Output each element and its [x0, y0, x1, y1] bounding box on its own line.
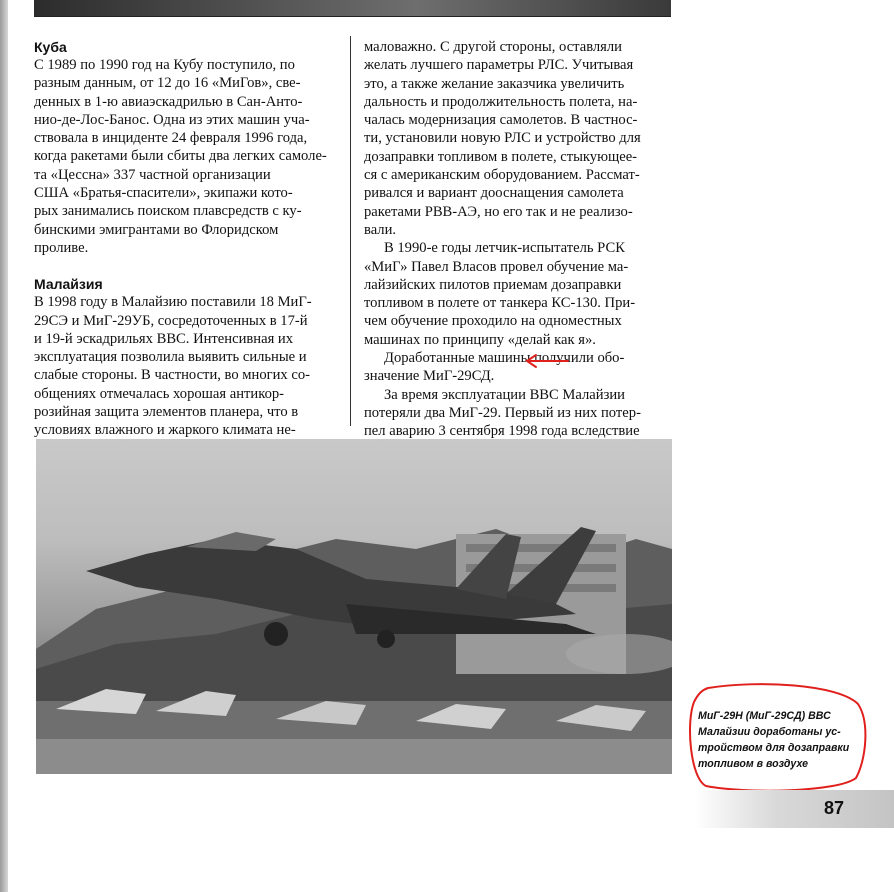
mig29-photo	[36, 439, 672, 774]
text-line: ся с американским оборудованием. Рассмат-	[364, 167, 640, 184]
text-line: значение МиГ-29СД.	[364, 368, 495, 385]
text-line: бинскими эмигрантами во Флоридском	[34, 221, 279, 238]
text-line: это, а также желание заказчика увеличить	[364, 75, 625, 92]
page-edge-shadow	[0, 0, 8, 892]
text-line: дальность и продолжительность полета, на-	[364, 93, 638, 110]
caption-line: МиГ-29Н (МиГ-29СД) ВВС	[698, 710, 831, 722]
caption-annotation	[688, 682, 868, 794]
caption-line: Малайзии доработаны ус-	[698, 726, 841, 738]
text-line: вали.	[364, 221, 397, 238]
text-line: слабые стороны. В частности, во многих со-	[34, 367, 310, 384]
cuba-paragraph	[34, 56, 341, 257]
text-line: «МиГ» Павел Власов провел обучение ма-	[364, 258, 629, 275]
caption-line: тройством для дозаправки	[698, 742, 850, 754]
text-line: чалась модернизация самолетов. В частнос-	[364, 112, 638, 129]
malaysia-paragraph	[34, 293, 341, 439]
column-divider	[350, 36, 351, 426]
text-line: машинах по принципу «делай как я».	[364, 331, 596, 348]
text-line: маловажно. С другой стороны, оставляли	[364, 39, 622, 55]
malaysia-heading: Малайзия	[34, 276, 103, 293]
text-line: топливом в полете от танкера КС-130. При-	[364, 295, 636, 312]
text-line: когда ракетами были сбиты два легких самоле-	[34, 148, 327, 165]
page-number-tab	[695, 790, 894, 828]
cuba-heading: Куба	[34, 39, 67, 55]
text-line: рых занимались поиском плавсредств с ку-	[34, 203, 302, 220]
text-line: В 1998 году в Малайзию поставили 18 МиГ-	[34, 294, 312, 311]
caption-line: топливом в воздухе	[698, 758, 808, 770]
right-column	[364, 38, 671, 441]
text-line: денных в 1-ю авиаэскадрилью в Сан-Анто-	[34, 93, 303, 110]
text-line: 29СЭ и МиГ-29УБ, сосредоточенных в 17-й	[34, 312, 308, 329]
page-number: 87	[824, 798, 845, 818]
left-column	[34, 38, 341, 440]
paragraph-radar	[364, 38, 671, 239]
text-line: ракетами РВВ-АЭ, но его так и не реализо-	[364, 203, 633, 220]
red-arrow-annotation	[524, 353, 570, 369]
text-line: За время эксплуатации ВВС Малайзии	[384, 386, 625, 403]
text-line: условиях влажного и жаркого климата не-	[34, 422, 296, 439]
text-line: Доработанные машины получили обо-	[384, 350, 625, 367]
photo-caption	[698, 708, 863, 772]
text-line: нио-де-Лос-Банос. Одна из этих машин уча-	[34, 111, 310, 128]
text-line: ти, установили новую РЛС и устройство для	[364, 130, 641, 147]
text-line: желать лучшего параметры РЛС. Учитывая	[364, 57, 634, 74]
text-line: общениях отмечалась хорошая антикор-	[34, 385, 285, 402]
paragraph-training	[364, 239, 671, 349]
text-line: та «Цессна» 337 частной организации	[34, 166, 271, 183]
text-line: США «Братья-спасители», экипажи кото-	[34, 185, 293, 202]
previous-photo-strip	[34, 0, 671, 17]
text-line: чем обучение проходило на одноместных	[364, 313, 622, 330]
text-line: лайзийских пилотов приемам дозаправки	[364, 276, 622, 293]
text-line: ривался и вариант дооснащения самолета	[364, 185, 624, 202]
text-line: проливе.	[34, 239, 89, 256]
text-line: пел аварию 3 сентября 1998 года вследствие	[364, 423, 640, 440]
text-line: С 1989 по 1990 год на Кубу поступило, по	[34, 57, 295, 73]
paragraph-designation	[364, 349, 671, 386]
text-line: В 1990-е годы летчик-испытатель РСК	[384, 240, 625, 257]
text-line: и 19-й эскадрильях ВВС. Интенсивная их	[34, 330, 294, 347]
text-line: розийная защита элементов планера, что в	[34, 404, 299, 421]
paragraph-losses	[364, 386, 671, 441]
text-line: дозаправки топливом в полете, стыкующее-	[364, 148, 638, 165]
text-line: ствовала в инциденте 24 февраля 1996 года,	[34, 130, 308, 147]
text-line: потеряли два МиГ-29. Первый из них потер-	[364, 404, 641, 421]
text-line: разным данным, от 12 до 16 «МиГов», све-	[34, 75, 301, 92]
text-line: эксплуатация позволила выявить сильные и	[34, 349, 307, 366]
